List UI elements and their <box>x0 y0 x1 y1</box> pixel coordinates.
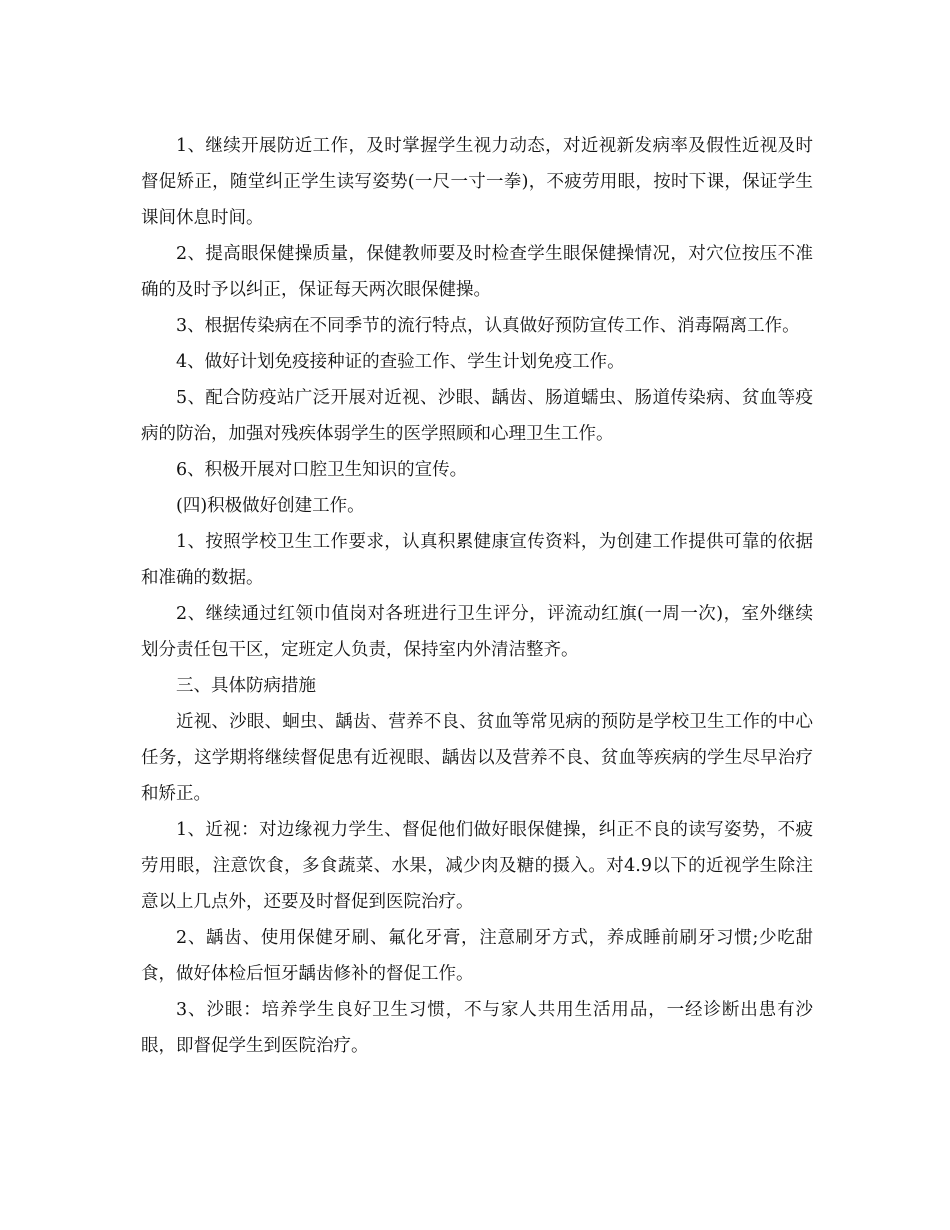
paragraph-oral-hygiene: 6、积极开展对口腔卫生知识的宣传。 <box>176 460 468 480</box>
section-heading-prevention-measures: 三、具体防病措施 <box>176 676 316 696</box>
paragraph-eye-exercise: 2、提高眼保健操质量，保健教师要及时检查学生眼保健操情况，对穴位按压不准确的及时予以纠正，保证每天两次眼保健操。 <box>141 244 813 300</box>
section-heading-creation-work: (四)积极做好创建工作。 <box>176 496 365 516</box>
paragraph-immunization: 4、做好计划免疫接种证的查验工作、学生计划免疫工作。 <box>176 352 625 372</box>
document-body <box>141 128 813 1064</box>
paragraph-dental-caries: 2、龋齿、使用保健牙刷、氟化牙膏，注意刷牙方式，养成睡前刷牙习惯;少吃甜食，做好体检后恒牙龋齿修补的督促工作。 <box>141 928 813 984</box>
paragraph-myopia-measure: 1、近视：对边缘视力学生、督促他们做好眼保健操，纠正不良的读写姿势，不疲劳用眼，注意饮食，多食蔬菜、水果，减少肉及糖的摄入。对4.9以下的近视学生除注意以上几点外，还要及时督促到医院治疗。 <box>141 820 813 912</box>
paragraph-common-diseases: 近视、沙眼、蛔虫、龋齿、营养不良、贫血等常见病的预防是学校卫生工作的中心任务，这学期将继续督促患有近视眼、龋齿以及营养不良、贫血等疾病的学生尽早治疗和矫正。 <box>141 712 813 804</box>
paragraph-red-flag-evaluation: 2、继续通过红领巾值岗对各班进行卫生评分，评流动红旗(一周一次)，室外继续划分责任包干区，定班定人负责，保持室内外清洁整齐。 <box>141 604 813 660</box>
paragraph-health-materials: 1、按照学校卫生工作要求，认真积累健康宣传资料，为创建工作提供可靠的依据和准确的数据。 <box>141 532 813 588</box>
paragraph-myopia-prevention: 1、继续开展防近工作，及时掌握学生视力动态，对近视新发病率及假性近视及时督促矫正，随堂纠正学生读写姿势(一尺一寸一拳)，不疲劳用眼，按时下课，保证学生课间休息时间。 <box>141 136 813 228</box>
paragraph-infectious-disease: 3、根据传染病在不同季节的流行特点，认真做好预防宣传工作、消毒隔离工作。 <box>176 316 800 336</box>
paragraph-epidemic-station: 5、配合防疫站广泛开展对近视、沙眼、龋齿、肠道蠕虫、肠道传染病、贫血等疫病的防治，加强对残疾体弱学生的医学照顾和心理卫生工作。 <box>141 388 813 444</box>
paragraph-trachoma: 3、沙眼：培养学生良好卫生习惯，不与家人共用生活用品，一经诊断出患有沙眼，即督促学生到医院治疗。 <box>141 1000 813 1056</box>
